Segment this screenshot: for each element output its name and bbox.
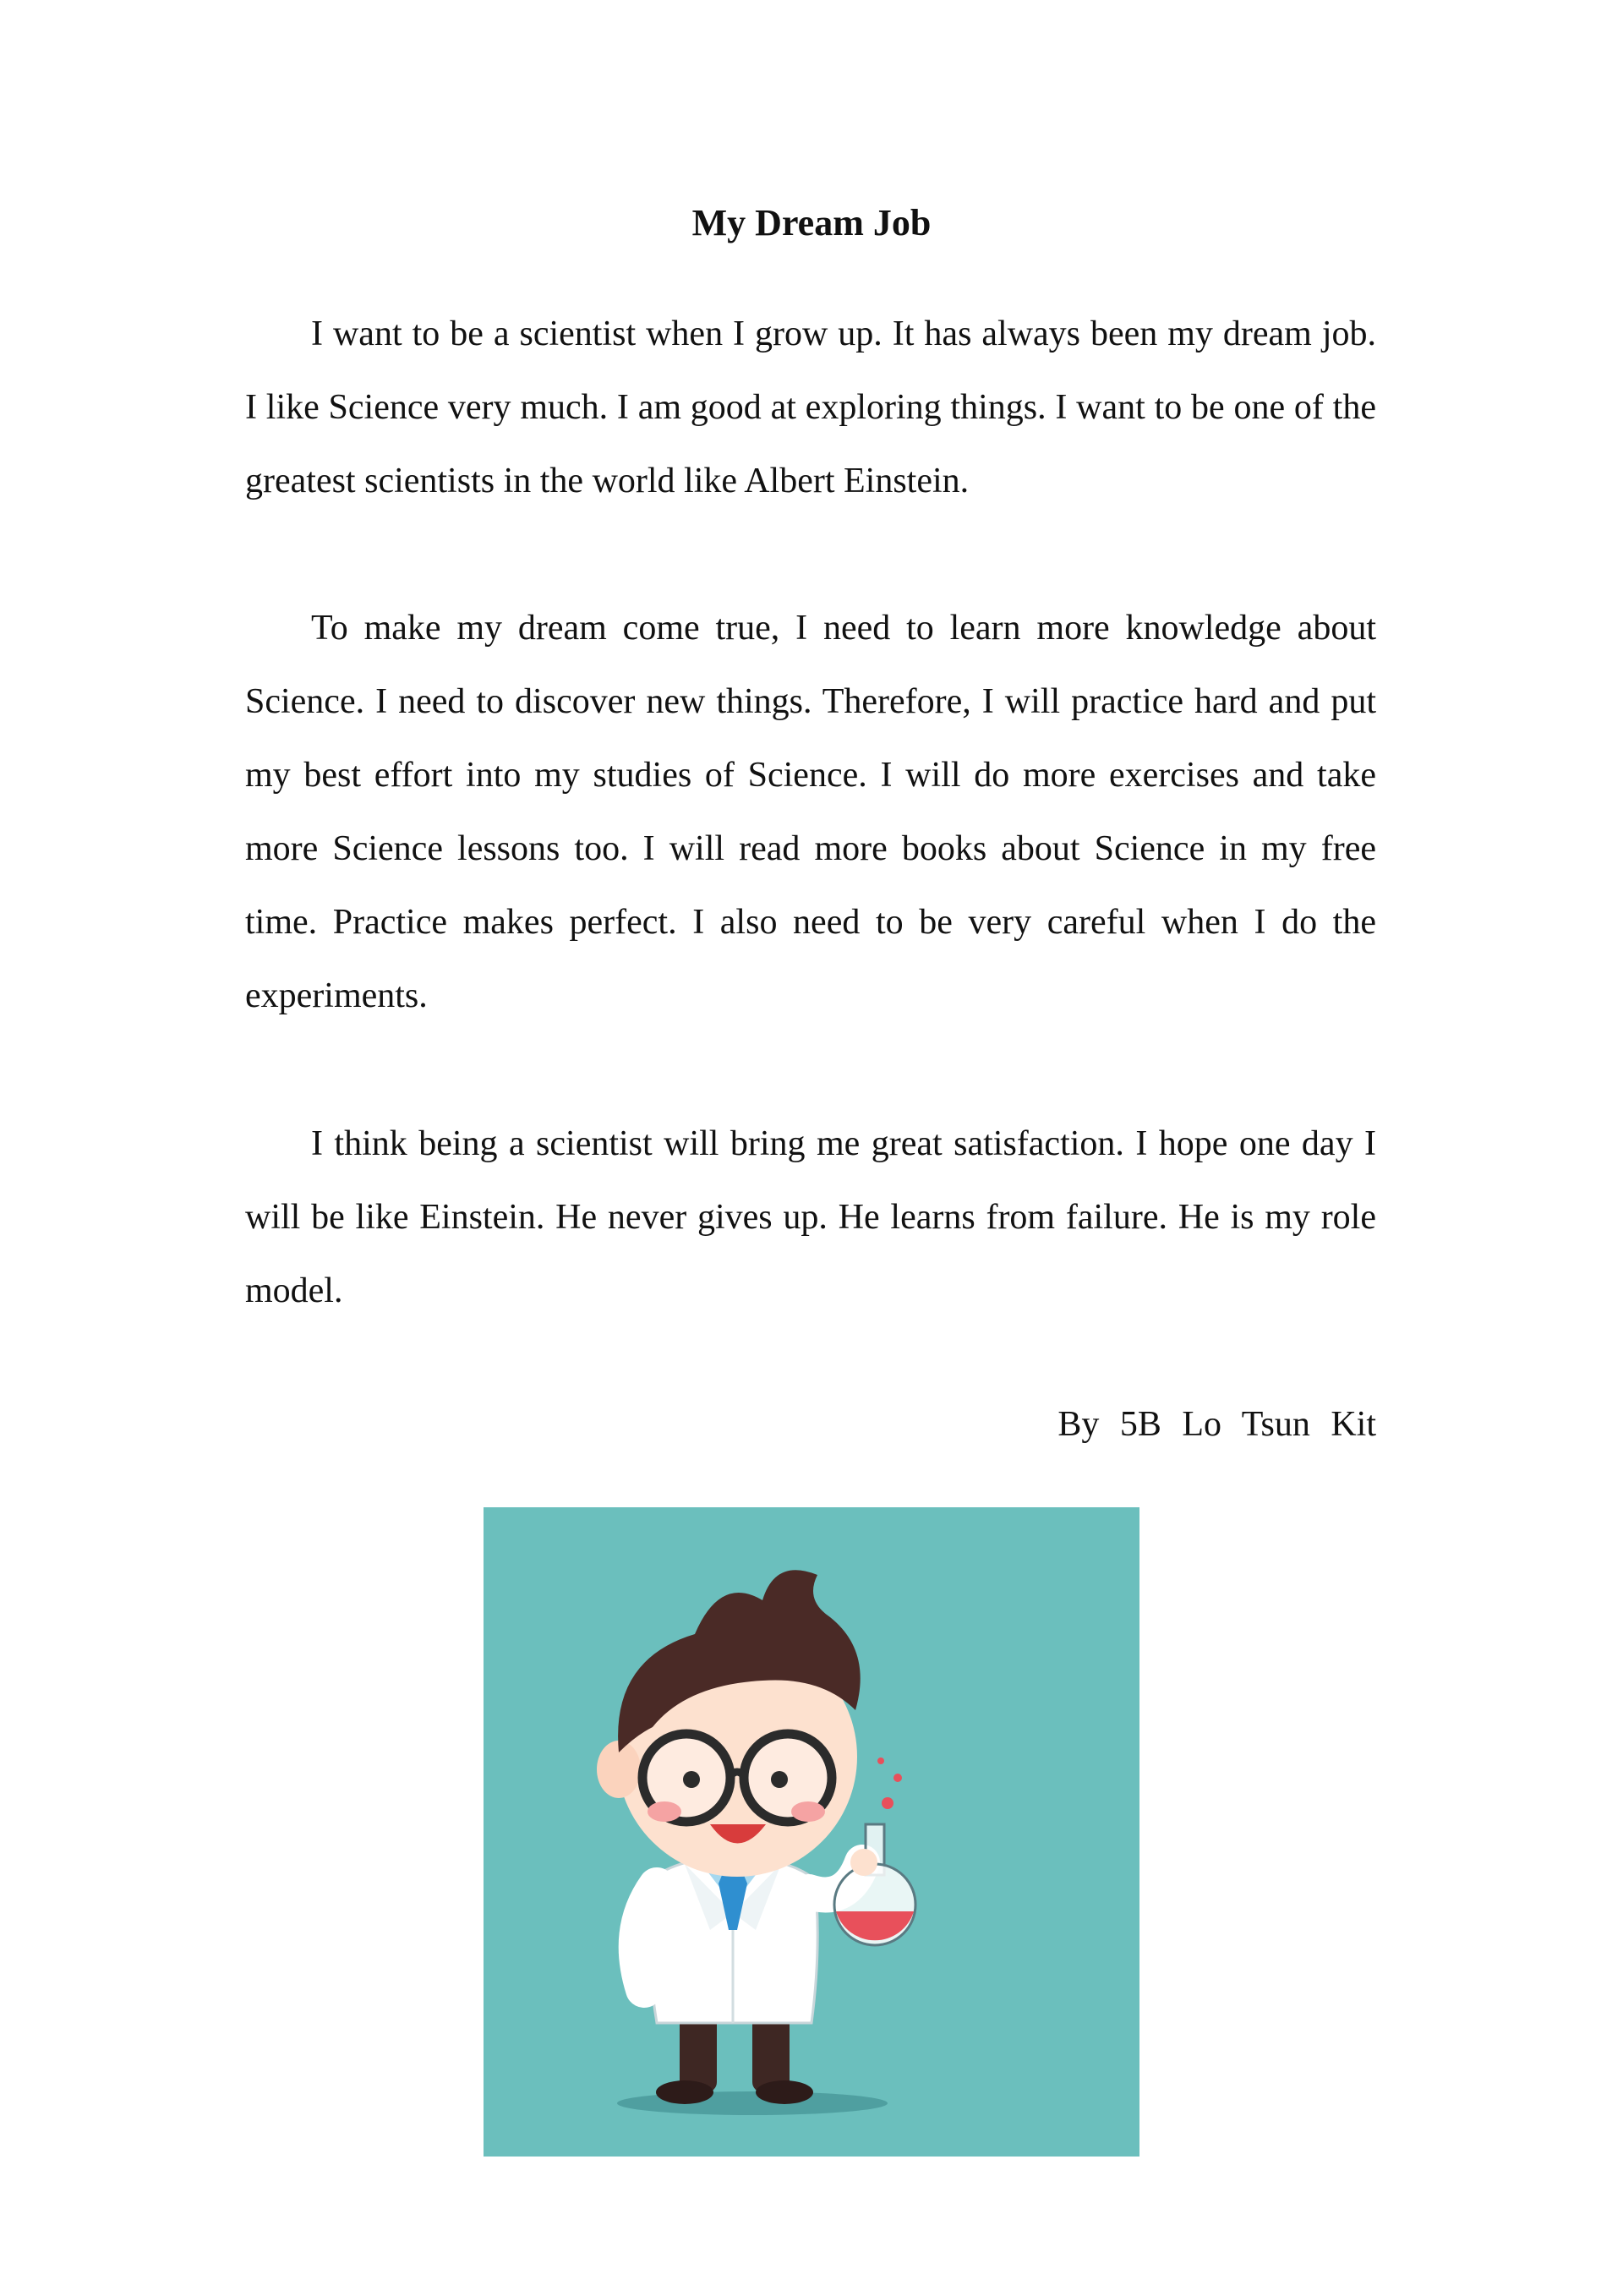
paragraph-3 xyxy=(245,1107,1376,1328)
bubble-2 xyxy=(893,1774,902,1782)
right-eye xyxy=(771,1771,788,1788)
glasses-bridge xyxy=(730,1772,744,1776)
hand xyxy=(850,1849,877,1876)
paragraph-1-text: I want to be a scientist when I grow up. It has always been my dream job. I like Science very much. I am good at exploring things. I want to be one of the greatest scientists in the world like Albert Einstein. xyxy=(245,314,1376,500)
left-arm xyxy=(637,1886,657,1989)
right-blush xyxy=(791,1801,825,1822)
bubble-1 xyxy=(882,1797,893,1809)
paragraph-2-text: To make my dream come true, I need to learn more knowledge about Science. I need to discover new things. Therefore, I will practice hard and put my best effort into my studies of Science. I will do more exercises and take more Science lessons too. I will read more books about Science in my free time. Practice makes perfect. I also need to be very careful when I do the experiments. xyxy=(245,609,1376,1015)
scientist-illustration xyxy=(484,1507,1139,2157)
left-eye xyxy=(683,1771,700,1788)
paragraph-3-text: I think being a scientist will bring me great satisfaction. I hope one day I will be like Einstein. He never gives up. He learns from failure. He is my role model. xyxy=(245,1124,1376,1310)
paragraph-1 xyxy=(245,298,1376,518)
left-shoe xyxy=(656,2080,713,2104)
left-blush xyxy=(648,1801,681,1822)
scientist-cartoon-icon xyxy=(484,1507,1139,2157)
bubble-3 xyxy=(877,1758,884,1764)
author-byline: By 5B Lo Tsun Kit xyxy=(1057,1405,1376,1444)
page-title: My Dream Job xyxy=(691,202,932,243)
paragraph-2 xyxy=(245,592,1376,1033)
right-shoe xyxy=(756,2080,813,2104)
